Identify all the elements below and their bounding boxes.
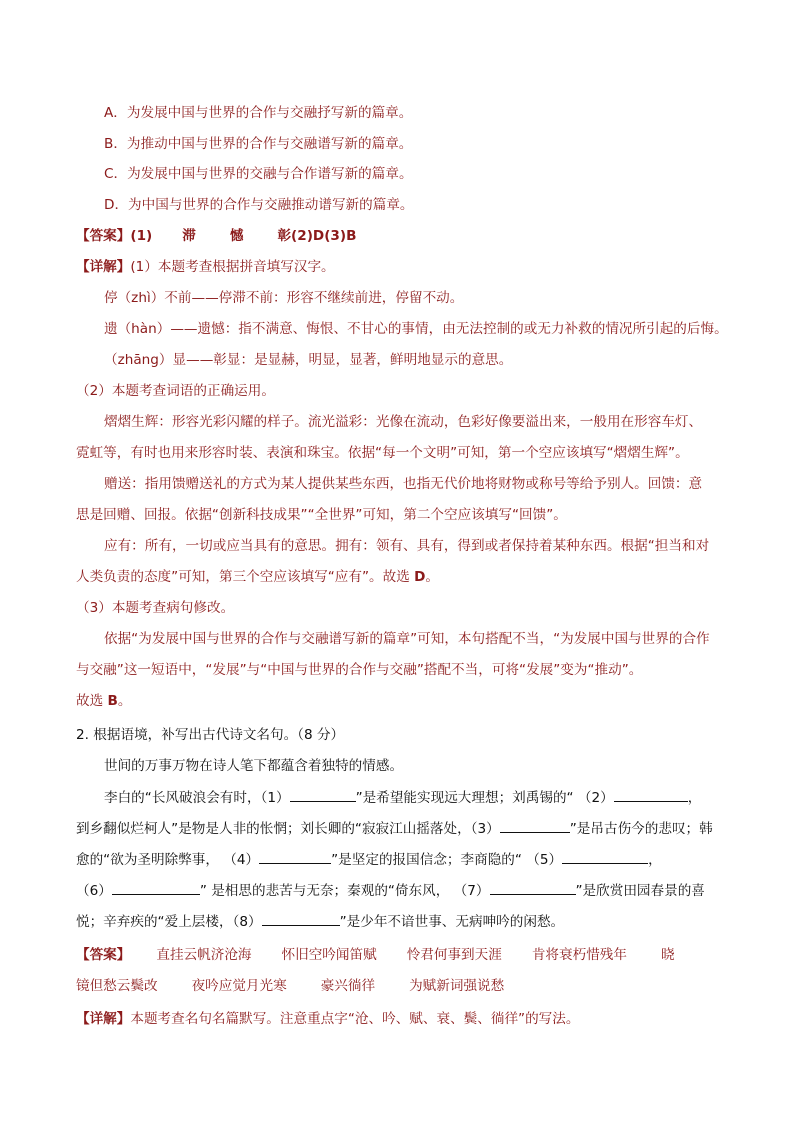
detail-1-section-2: （2）本题考查词语的正确运用。 — [76, 383, 275, 399]
q2-line5-text-a: 悦；辛弃疾的“爱上层楼，（8） — [76, 914, 262, 930]
para-6-choice: B — [107, 693, 118, 709]
question-2-line-5 — [76, 912, 564, 931]
question-2-intro: 世间的万事万物在诗人笔下都蕴含着独特的情感。 — [104, 758, 404, 774]
blank-4 — [259, 850, 331, 864]
answer-rest: (2)D(3)B — [291, 228, 357, 244]
answer-part1-label: (1) — [130, 228, 153, 244]
detail-1-para-2a: 熠熠生辉：形容光彩闪耀的样子。流光溢彩：光像在流动，色彩好像要溢出来，一般用在形容车灯、 — [104, 414, 703, 430]
detail-1-line-2: 遗（hàn）——遗憾：指不满意、悔恨、不甘心的事情，由无法控制的或无力补救的情况所引起的后悔。 — [104, 321, 728, 337]
para-6-text: 故选 — [76, 693, 108, 709]
detail-1-para-4b — [76, 568, 439, 586]
question-2-line-2 — [76, 819, 713, 838]
blank-8 — [262, 912, 340, 926]
detail-1-para-3a: 赠送：指用馈赠送礼的方式为某人提供某些东西，也指无代价地将财物或称号等给予别人。回馈：意 — [104, 476, 703, 492]
answer-2-item-5-start: 晓 — [661, 947, 675, 963]
detail-1-para-5b: 与交融”这一短语中，“发展”与“中国与世界的合作与交融”搭配不当，可将“发展”变为“推动”。 — [76, 662, 643, 678]
q2-line4-text-b: ” 是相思的悲苦与无奈；秦观的“倚东风， （7） — [199, 883, 490, 899]
detail-2-label: 【详解】 — [76, 1011, 131, 1027]
detail-1-para-4a: 应有：所有，一切或应当具有的意思。拥有：领有、具有，得到或者保持着某种东西。根据“担当和对 — [104, 538, 710, 554]
q2-line4-text-c: ”是欣赏田园春景的喜 — [575, 883, 705, 899]
answer-word-3: 彰 — [277, 228, 292, 244]
blank-6 — [112, 881, 200, 895]
para-4b-end: 。 — [425, 569, 439, 585]
detail-1-intro — [76, 258, 335, 276]
detail-label: 【详解】 — [76, 259, 131, 275]
detail-2 — [76, 1010, 579, 1028]
q2-line2-text-a: 到乡翻似烂柯人”是物是人非的怅惘；刘长卿的“寂寂江山摇落处，（3） — [76, 821, 500, 837]
answer-label: 【答案】 — [76, 228, 131, 244]
question-2-line-4 — [76, 881, 705, 900]
q2-line2-text-b: ”是吊古伤今的悲叹；韩 — [569, 821, 713, 837]
q2-line4-text-a: （6） — [76, 883, 112, 899]
option-d: D．为中国与世界的合作与交融推动谱写新的篇章。 — [104, 197, 414, 213]
detail-1-para-3b: 思是回赠、回报。依据“创新科技成果”“全世界”可知，第二个空应该填写“回馈”。 — [76, 507, 567, 523]
answer-2-line-1 — [76, 946, 675, 964]
question-2-line-1 — [104, 788, 701, 807]
para-6-end: 。 — [117, 693, 132, 709]
answer-2-item-6: 夜吟应觉月光寒 — [191, 978, 287, 994]
question-2-line-3 — [76, 850, 662, 869]
answer-2-item-2: 怀旧空吟闻笛赋 — [281, 947, 377, 963]
answer-2-item-3: 怜君何事到天涯 — [406, 947, 502, 963]
q2-line5-text-b: ”是少年不谙世事、无病呻吟的闲愁。 — [339, 914, 565, 930]
option-a: A．为发展中国与世界的合作与交融抒写新的篇章。 — [104, 105, 413, 121]
answer-2-item-8: 为赋新词强说愁 — [409, 978, 505, 994]
answer-2-line-2 — [76, 977, 504, 995]
option-b: B．为推动中国与世界的合作与交融谱写新的篇章。 — [104, 136, 413, 152]
question-2-title: 2. 根据语境，补写出古代诗文名句。（8 分） — [76, 727, 345, 743]
para-4b-text: 人类负责的态度”可知，第三个空应该填写“应有”。故选 — [76, 569, 415, 585]
detail-1-para-2b: 霓虹等，有时也用来形容时装、表演和珠宝。依据“每一个文明”可知，第一个空应该填写“熠熠生辉”。 — [76, 445, 689, 461]
detail-intro-text: (1）本题考查根据拼音填写汉字。 — [130, 259, 335, 275]
blank-7 — [490, 881, 576, 895]
detail-1-para-6 — [76, 692, 131, 710]
detail-2-text: 本题考查名句名篇默写。注意重点字“沧、吟、赋、衰、鬓、徜徉”的写法。 — [130, 1011, 580, 1027]
answer-2-item-4: 肯将衰朽惜残年 — [531, 947, 627, 963]
q2-line1-text-b: ”是希望能实现远大理想；刘禹锡的“ （2） — [355, 790, 614, 806]
q2-line1-text-a: 李白的“长风破浪会有时，（1） — [104, 790, 290, 806]
blank-3 — [500, 819, 570, 833]
blank-5 — [562, 850, 648, 864]
detail-1-section-3: （3）本题考查病句修改。 — [76, 600, 235, 616]
answer-2-label: 【答案】 — [76, 947, 131, 963]
q2-line3-text-c: ， — [648, 852, 662, 868]
detail-1-line-1: 停（zhì）不前——停滞不前：形容不继续前进，停留不动。 — [104, 290, 464, 306]
detail-1-para-5a: 依据“为发展中国与世界的合作与交融谱写新的篇章”可知，本句搭配不当，“为发展中国与世界的合作 — [104, 631, 710, 647]
answer-word-2: 憾 — [229, 228, 244, 244]
option-c: C．为发展中国与世界的交融与合作谱写新的篇章。 — [104, 166, 413, 182]
answer-2-item-1: 直挂云帆济沧海 — [156, 947, 252, 963]
answer-word-1: 滞 — [182, 228, 196, 244]
answer-1 — [76, 227, 356, 245]
q2-line3-text-b: ”是坚定的报国信念；李商隐的“ （5） — [331, 852, 563, 868]
detail-1-line-3: （zhāng）显——彰显：是显赫，明显，显著，鲜明地显示的意思。 — [104, 352, 513, 368]
answer-2-item-5-end: 镜但愁云鬓改 — [76, 978, 158, 994]
answer-2-item-7: 豪兴徜徉 — [320, 978, 376, 994]
q2-line3-text-a: 愈的“欲为圣明除弊事， （4） — [76, 852, 260, 868]
q2-line1-text-c: ， — [687, 790, 702, 806]
blank-2 — [614, 788, 688, 802]
para-4b-choice: D — [414, 569, 426, 585]
blank-1 — [290, 788, 356, 802]
